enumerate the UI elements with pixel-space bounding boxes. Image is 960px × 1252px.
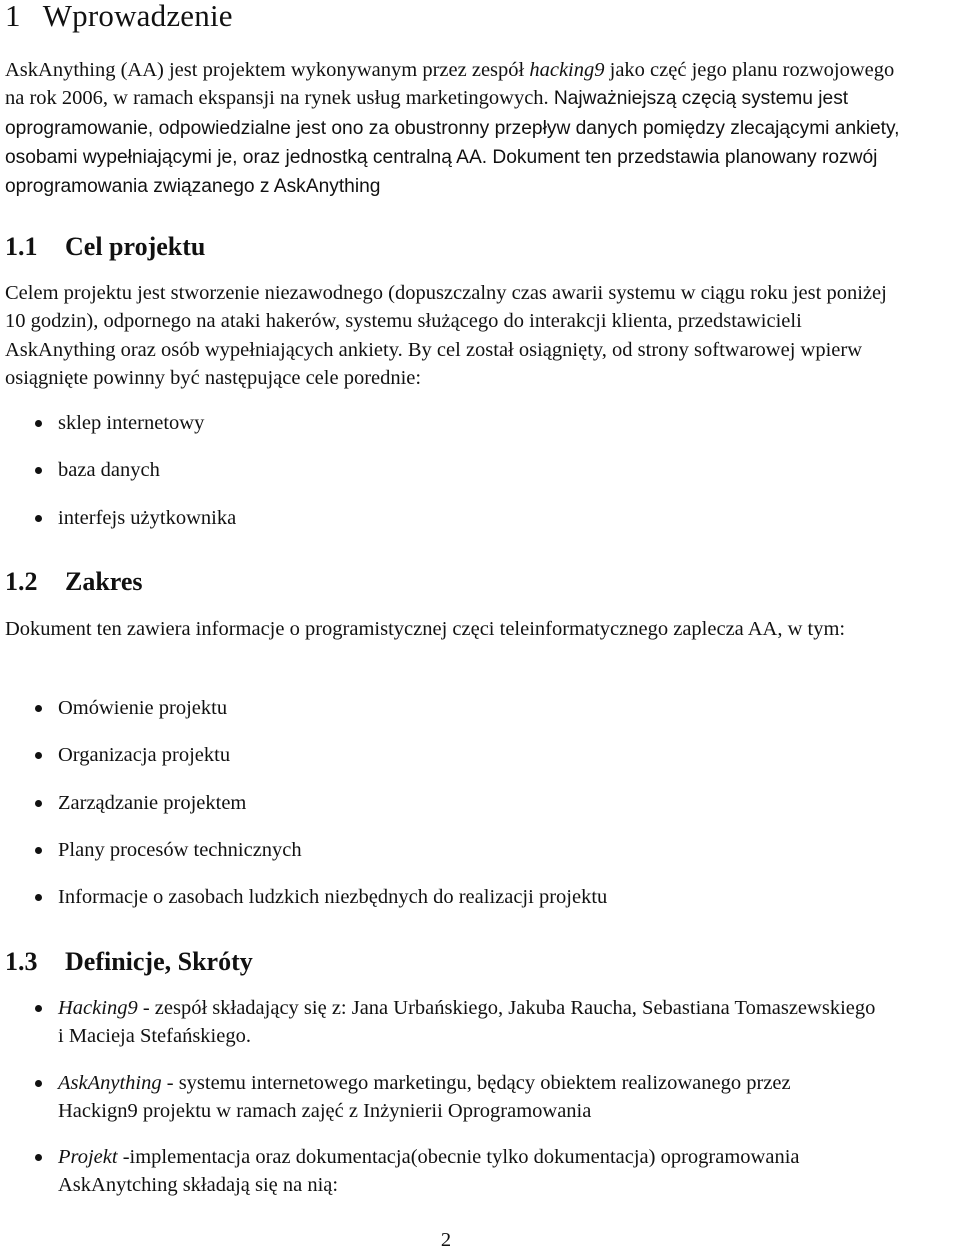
- bullet-icon: [35, 420, 42, 427]
- list-item-text: Zarządzanie projektem: [58, 791, 247, 814]
- list-item-text: Omówienie projektu: [58, 697, 228, 719]
- definition-item: [5, 994, 955, 1051]
- scope-paragraph: Dokument ten zawiera informacje o programistycznej częci teleinformatycznego zaplecza AA, w tym:: [5, 618, 846, 640]
- bullet-icon: [35, 752, 42, 759]
- section-number: 1.1: [5, 232, 38, 261]
- list-item: [5, 789, 955, 817]
- list-item: [5, 456, 955, 484]
- bullet-icon: [35, 515, 42, 522]
- list-item-text: interfejs użytkownika: [58, 506, 237, 529]
- definition-text: -implementacja oraz dokumentacja(obecnie tylko dokumentacja) oprogramowania: [117, 1146, 800, 1169]
- list-item-text: baza danych: [58, 459, 160, 482]
- section-number: 1: [5, 0, 21, 33]
- definition-item: [5, 1069, 955, 1126]
- list-item-text: Informacje o zasobach ludzkich niezbędnych do realizacji projektu: [58, 886, 608, 909]
- section-number: 1.3: [5, 947, 38, 976]
- list-item: [5, 694, 955, 722]
- definition-term: AskAnything: [58, 1071, 162, 1094]
- list-item-text: Plany procesów technicznych: [58, 838, 302, 861]
- list-item: [5, 741, 955, 769]
- list-item: [5, 836, 955, 864]
- bullet-icon: [35, 467, 42, 474]
- bullet-icon: [35, 847, 42, 854]
- definition-text: i Macieja Stefańskiego.: [58, 1025, 251, 1048]
- definition-text: - systemu internetowego marketingu, będący obiektem realizowanego przez: [161, 1071, 791, 1094]
- section-1-2-heading: [5, 567, 143, 597]
- goal-list: [5, 409, 955, 532]
- section-title: Definicje, Skróty: [65, 947, 253, 976]
- list-item-text: Organizacja projektu: [58, 744, 231, 767]
- intro-text-a: AskAnything (AA) jest projektem wykonywanym przez zespół: [5, 59, 530, 81]
- definition-text: Hackign9 projektu w ramach zajęć z Inżynierii Oprogramowania: [58, 1099, 592, 1122]
- definitions-list: [5, 994, 955, 1200]
- goal-paragraph: Celem projektu jest stworzenie niezawodnego (dopuszczalny czas awarii systemu w ciągu roku jest poniżej 10 godzin), odpornego na ataki hakerów, systemu służącego do interakcji klienta, przedstawicieli AskAnything oraz osób wypełniających ankiety. By cel został osiągnięty, od strony softwarowej wpierw osiągnięte powinny być następujące cele porednie:: [5, 282, 887, 389]
- list-item: [5, 504, 955, 532]
- bullet-icon: [35, 1154, 42, 1161]
- bullet-icon: [35, 705, 42, 712]
- intro-text-c: Najważniejszą częcią systemu jest oprogramowanie, odpowiedzialne jest ono za obustronny przepływ danych pomiędzy zlecającymi ankiety, osobami wypełniającymi je, oraz jednostką centralną AA. Dokument ten przedstawia planowany rozwój oprogramowania związanego z AskAnything: [5, 88, 900, 198]
- bullet-icon: [35, 894, 42, 901]
- definition-item: [5, 1143, 955, 1200]
- section-1-heading: [5, 0, 233, 34]
- section-1-3-heading: [5, 947, 253, 977]
- intro-paragraph: [5, 56, 900, 201]
- page-number: 2: [440, 1229, 452, 1251]
- section-title: Wprowadzenie: [42, 0, 233, 33]
- definition-term: Projekt: [58, 1146, 118, 1169]
- section-title: Cel projektu: [65, 232, 206, 261]
- definition-text: - zespół składający się z: Jana Urbańskiego, Jakuba Raucha, Sebastiana Tomaszewskiego: [137, 997, 876, 1019]
- section-1-1-heading: [5, 232, 205, 262]
- intro-team-name: hacking9: [529, 59, 605, 81]
- section-title: Zakres: [65, 567, 143, 596]
- bullet-icon: [35, 800, 42, 807]
- bullet-icon: [35, 1005, 42, 1012]
- definition-text: AskAnytching składają się na nią:: [58, 1174, 339, 1197]
- scope-list: [5, 694, 955, 911]
- definition-term: Hacking9: [58, 997, 138, 1019]
- bullet-icon: [35, 1080, 42, 1087]
- list-item: [5, 409, 955, 437]
- list-item: [5, 883, 955, 911]
- list-item-text: sklep internetowy: [58, 412, 205, 434]
- section-number: 1.2: [5, 567, 38, 596]
- intro-text-b: jako częć jego planu rozwojowego na rok 2006, w ramach ekspansji na rynek usług marketingowych.: [5, 59, 895, 110]
